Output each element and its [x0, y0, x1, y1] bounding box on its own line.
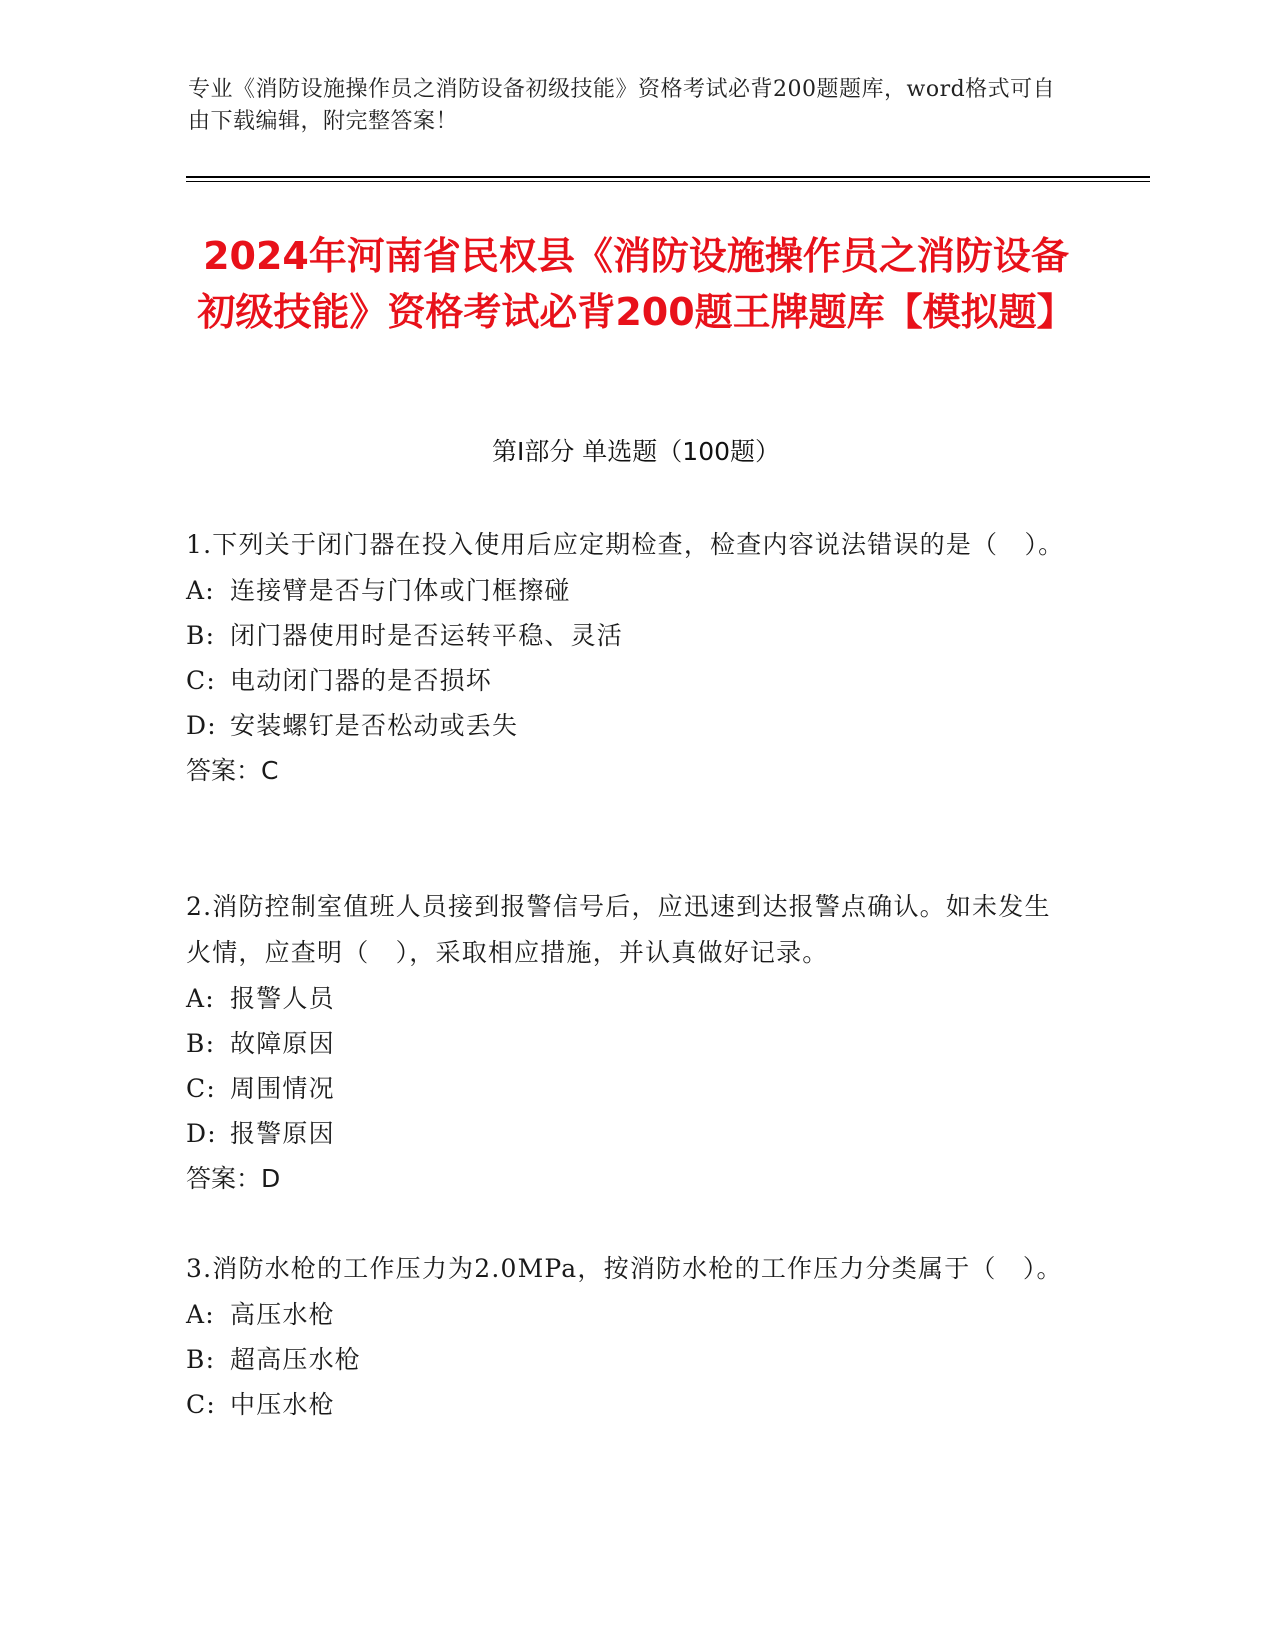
option-text: 连接臂是否与门体或门框擦碰 — [230, 576, 571, 605]
option-text: 故障原因 — [230, 1029, 335, 1058]
document-title: 2024年河南省民权县《消防设施操作员之消防设备初级技能》资格考试必背200题王牌题库【模拟题】 — [197, 234, 1075, 334]
option-letter: C: — [186, 1074, 216, 1103]
option-b — [186, 613, 1066, 658]
question-stem: 1.下列关于闭门器在投入使用后应定期检查，检查内容说法错误的是（ ）。 — [186, 530, 1065, 559]
option-letter: C: — [186, 666, 216, 695]
option-text: 报警人员 — [230, 984, 335, 1013]
header-note: 专业《消防设施操作员之消防设备初级技能》资格考试必背200题题库，word格式可自由下载编辑，附完整答案！ — [188, 77, 1056, 134]
option-text: 报警原因 — [230, 1119, 335, 1148]
option-letter: B: — [186, 1029, 216, 1058]
option-c — [186, 1382, 1066, 1427]
question-stem: 3.消防水枪的工作压力为2.0MPa，按消防水枪的工作压力分类属于（ ）。 — [186, 1254, 1063, 1283]
option-letter: B: — [186, 621, 216, 650]
answer-line: 答案：D — [186, 1164, 281, 1193]
option-letter: A: — [186, 576, 215, 605]
answer-line: 答案：C — [186, 756, 279, 785]
option-d — [186, 703, 1066, 748]
question-stem: 2.消防控制室值班人员接到报警信号后，应迅速到达报警点确认。如未发生火情，应查明（ ），采取相应措施，并认真做好记录。 — [186, 892, 1051, 967]
header-divider-thick — [186, 176, 1150, 178]
question-3 — [186, 1246, 1066, 1427]
option-c — [186, 658, 1066, 703]
option-letter: D: — [186, 711, 217, 740]
section-title: 第I部分 单选题（100题） — [491, 437, 781, 466]
option-letter: A: — [186, 1300, 215, 1329]
header-divider-thin — [186, 181, 1150, 182]
option-text: 电动闭门器的是否损坏 — [230, 666, 493, 695]
option-d — [186, 1111, 1066, 1156]
option-text: 安装螺钉是否松动或丢失 — [230, 711, 519, 740]
option-b — [186, 1021, 1066, 1066]
option-text: 中压水枪 — [230, 1390, 335, 1419]
option-letter: C: — [186, 1390, 216, 1419]
option-c — [186, 1066, 1066, 1111]
option-a — [186, 976, 1066, 1021]
option-text: 周围情况 — [230, 1074, 335, 1103]
question-1 — [186, 522, 1066, 794]
option-letter: B: — [186, 1345, 216, 1374]
option-letter: A: — [186, 984, 215, 1013]
option-letter: D: — [186, 1119, 217, 1148]
option-b — [186, 1337, 1066, 1382]
option-text: 闭门器使用时是否运转平稳、灵活 — [230, 621, 624, 650]
option-text: 高压水枪 — [230, 1300, 335, 1329]
option-a — [186, 1292, 1066, 1337]
option-text: 超高压水枪 — [230, 1345, 362, 1374]
option-a — [186, 568, 1066, 613]
question-2 — [186, 884, 1066, 1202]
